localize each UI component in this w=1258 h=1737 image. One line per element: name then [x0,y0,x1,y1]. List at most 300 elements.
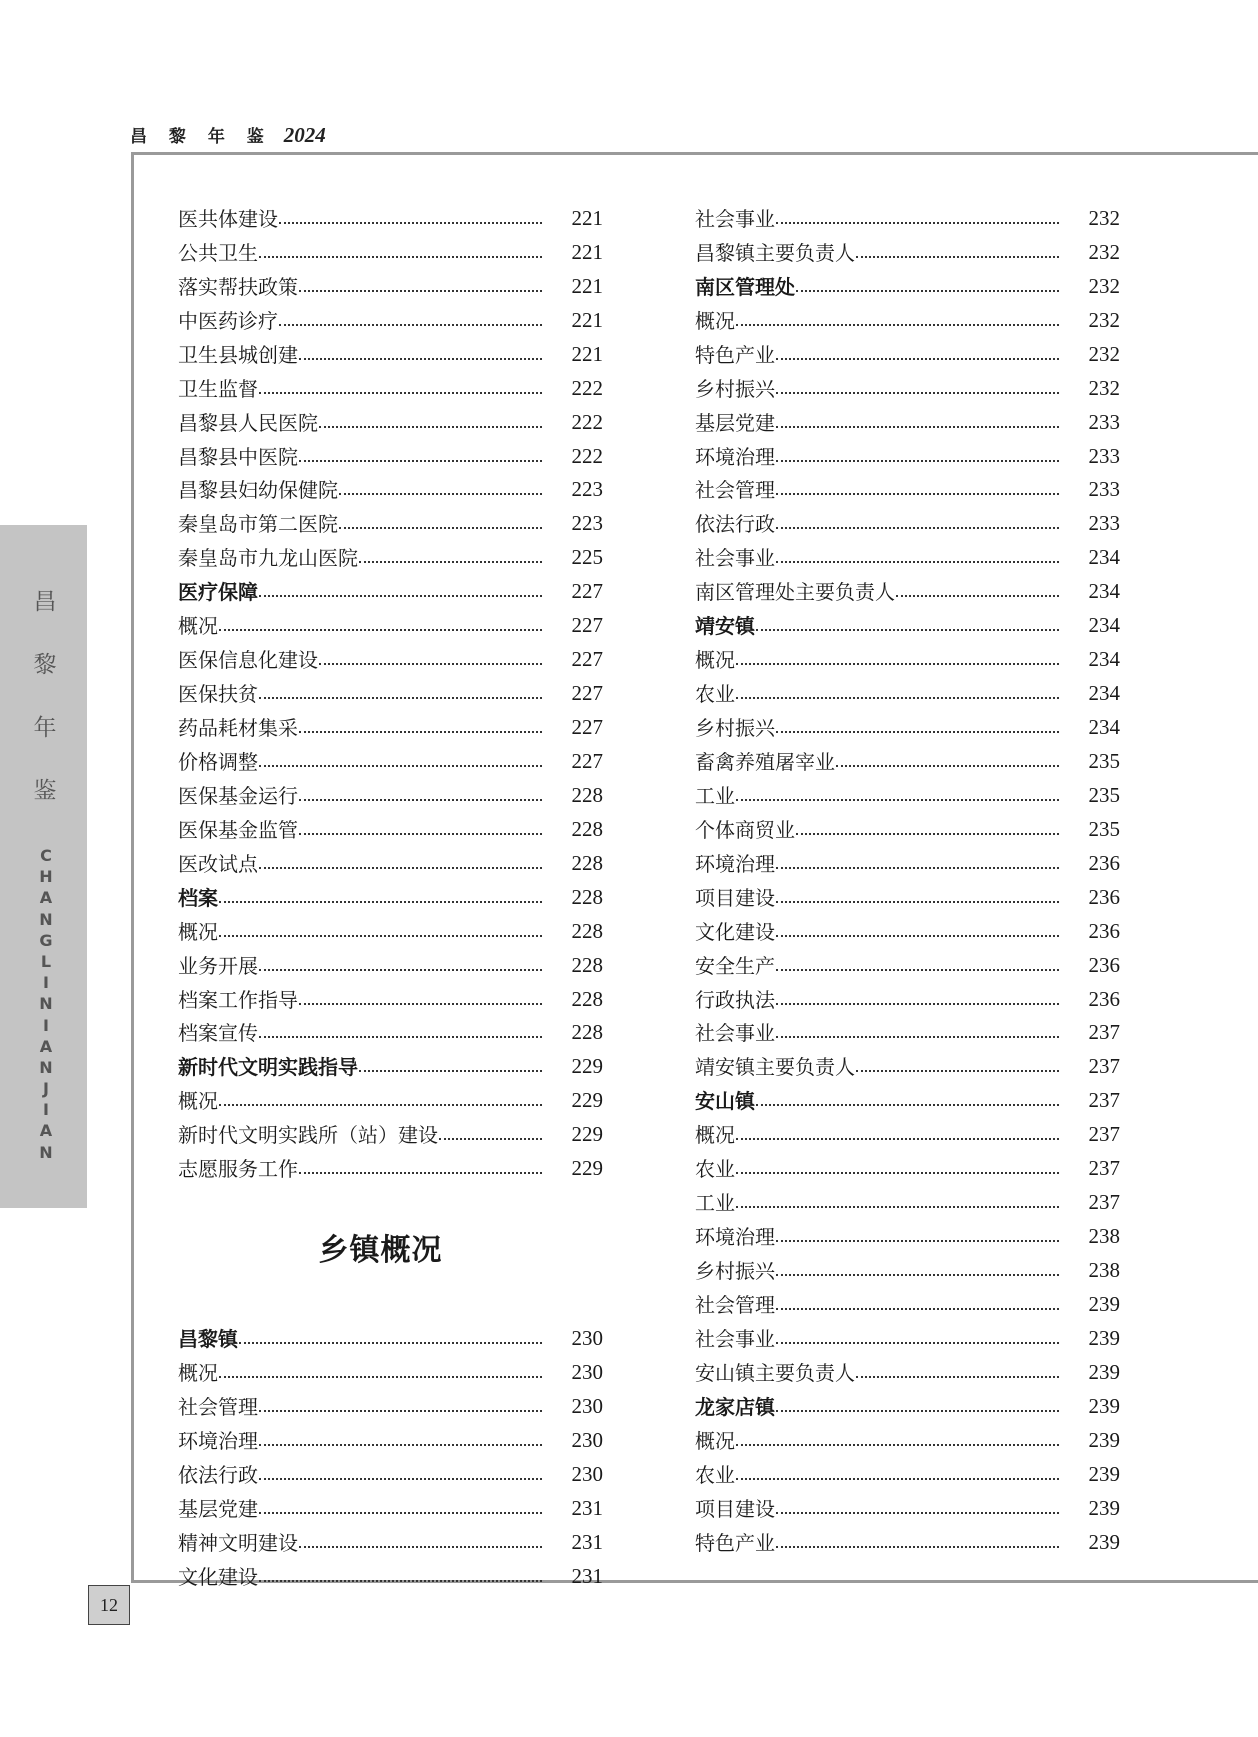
side-tab-latin [36,845,56,1163]
toc-entry-title: 昌黎县妇幼保健院 [178,478,338,503]
toc-entry[interactable] [178,1417,603,1451]
toc-list-left [178,195,603,1182]
side-latin-letter: G [39,930,53,950]
dot-leader [776,901,1059,903]
toc-entry[interactable] [695,772,1120,806]
toc-entry-title: 概况 [178,1089,218,1114]
toc-entry[interactable] [695,1179,1120,1216]
dot-leader [259,1444,542,1446]
side-latin-letter: J [43,1079,49,1099]
toc-entry-title: 基层党建 [178,1496,258,1521]
toc-entry-title: 概况 [178,919,218,944]
dot-leader [259,1512,542,1514]
toc-entry-title: 医疗保障 [178,580,258,605]
toc-entry-title: 龙家店镇 [695,1394,775,1419]
toc-entry[interactable] [695,433,1120,467]
dot-leader [339,527,542,529]
toc-entry[interactable] [695,976,1120,1010]
dot-leader [279,222,542,224]
toc-entry[interactable] [178,365,603,399]
toc-entry-page: 227 [571,715,603,739]
dot-leader [736,1138,1059,1140]
header-title: 昌 黎 年 鉴 [130,127,272,147]
toc-entry[interactable] [178,1383,603,1417]
dot-leader [776,1342,1059,1344]
toc-entry[interactable] [178,602,603,639]
toc-entry[interactable] [178,840,603,874]
toc-entry[interactable] [695,1213,1120,1250]
toc-entry-page: 232 [1088,239,1120,264]
toc-entry-page: 227 [571,647,603,672]
dot-leader [776,1240,1059,1242]
toc-entry-page: 232 [1088,375,1120,400]
toc-entry-page: 232 [1088,205,1120,230]
toc-entry-title: 档案工作指导 [178,987,298,1012]
toc-entry-page: 227 [571,681,603,706]
dot-leader [219,1104,542,1106]
toc-entry[interactable] [178,704,603,738]
dot-leader [736,799,1059,801]
toc-entry-title: 落实帮扶政策 [178,274,298,299]
toc-entry-title: 工业 [695,783,735,808]
dot-leader [836,765,1059,767]
toc-entry[interactable] [695,874,1120,908]
toc-entry[interactable] [178,1111,603,1148]
toc-entry[interactable] [695,704,1120,738]
toc-entry-page: 222 [571,443,603,468]
toc-entry[interactable] [695,297,1120,331]
toc-entry-title: 新时代文明实践所（站）建设 [178,1123,438,1148]
dot-leader [259,595,542,597]
toc-entry[interactable] [178,976,603,1010]
toc-entry-title: 环境治理 [178,1428,258,1453]
toc-left-column [178,195,603,1587]
toc-entry-title: 项目建设 [695,885,775,910]
toc-entry-title: 医保基金运行 [178,783,298,808]
side-latin-letter: H [39,867,53,887]
toc-entry-title: 文化建设 [178,1564,258,1589]
dot-leader [259,1478,542,1480]
toc-entry-title: 特色产业 [695,342,775,367]
dot-leader [259,1036,542,1038]
dot-leader [856,256,1059,258]
toc-entry-page: 237 [1088,1054,1120,1079]
toc-entry[interactable] [695,1077,1120,1114]
toc-entry-title: 社会事业 [695,546,775,571]
toc-entry-title: 概况 [695,1428,735,1453]
toc-entry-title: 依法行政 [178,1462,258,1487]
frame-top-rule [131,152,1258,155]
toc-entry-title: 医改试点 [178,851,258,876]
toc-entry-page: 234 [1088,613,1120,638]
dot-leader [219,901,542,903]
toc-entry-title: 业务开展 [178,953,258,978]
dot-leader [259,969,542,971]
toc-entry[interactable] [695,1349,1120,1383]
dot-leader [796,833,1059,835]
toc-entry[interactable] [178,670,603,707]
toc-entry-title: 环境治理 [695,1225,775,1250]
dot-leader [776,460,1059,462]
toc-entry[interactable] [695,1111,1120,1148]
toc-entry-page: 229 [571,1156,603,1181]
dot-leader [259,256,542,258]
toc-entry-page: 239 [1088,1427,1120,1452]
toc-entry-title: 农业 [695,682,735,707]
toc-entry[interactable] [695,1145,1120,1182]
toc-entry-title: 昌黎县人民医院 [178,410,318,435]
toc-entry-title: 安山镇 [695,1089,755,1114]
toc-entry-page: 233 [1088,409,1120,434]
dot-leader [299,833,542,835]
toc-entry-title: 乡村振兴 [695,716,775,740]
toc-entry[interactable] [695,1519,1120,1553]
toc-entry-title: 药品耗材集采 [178,716,298,740]
toc-entry[interactable] [695,636,1120,673]
toc-entry-title: 行政执法 [695,987,775,1012]
side-latin-letter: N [39,1057,53,1077]
toc-entry-page: 239 [1088,1325,1120,1350]
toc-entry[interactable] [178,738,603,772]
dot-leader [776,1308,1059,1310]
running-header [130,122,326,148]
toc-entry-page: 225 [571,545,603,570]
side-title-char: 年 [33,715,57,741]
toc-entry-page: 236 [1088,986,1120,1011]
toc-entry-page: 233 [1088,443,1120,468]
dot-leader [259,1410,542,1412]
toc-entry[interactable] [178,568,603,605]
toc-entry[interactable] [178,874,603,908]
dot-leader [776,527,1059,529]
toc-entry[interactable] [178,297,603,331]
toc-entry-title: 医保信息化建设 [178,648,318,673]
toc-entry-title: 档案 [178,885,218,910]
toc-entry[interactable] [178,806,603,840]
toc-entry[interactable] [178,534,603,571]
toc-entry-title: 农业 [695,1157,735,1182]
dot-leader [299,1546,542,1548]
toc-entry[interactable] [178,467,603,501]
side-latin-letter: L [40,951,52,971]
toc-entry[interactable] [695,670,1120,707]
toc-entry[interactable] [178,908,603,942]
toc-entry-page: 239 [1088,1529,1120,1554]
toc-entry-page: 234 [1088,545,1120,570]
toc-entry-title: 卫生县城创建 [178,342,298,367]
toc-entry[interactable] [695,840,1120,874]
toc-entry-title: 医保基金监管 [178,817,298,842]
toc-entry-page: 234 [1088,681,1120,706]
toc-entry[interactable] [695,602,1120,639]
toc-entry-page: 239 [1088,1291,1120,1316]
toc-entry[interactable] [695,1043,1120,1080]
side-latin-letter: I [43,1100,49,1120]
side-latin-letter: I [43,973,49,993]
toc-entry-page: 235 [1088,748,1120,773]
side-latin-letter: N [39,909,53,929]
toc-entry-title: 工业 [695,1191,735,1216]
toc-entry-title: 志愿服务工作 [178,1157,298,1182]
toc-entry-page: 223 [571,511,603,536]
dot-leader [776,426,1059,428]
dot-leader [896,595,1059,597]
toc-list-left-after [178,1315,603,1587]
side-latin-letter: I [43,1015,49,1035]
toc-entry-page: 237 [1088,1122,1120,1147]
dot-leader [299,731,542,733]
toc-entry-page: 228 [571,1020,603,1045]
toc-entry-page: 223 [571,477,603,502]
toc-entry-page: 232 [1088,273,1120,298]
toc-entry-page: 236 [1088,918,1120,943]
dot-leader [776,1274,1059,1276]
dot-leader [736,1478,1059,1480]
toc-entry-title: 概况 [695,1123,735,1148]
section-title: 乡镇概况 [318,1233,443,1269]
toc-entry-page: 233 [1088,511,1120,536]
dot-leader [736,1206,1059,1208]
toc-entry[interactable] [178,500,603,537]
toc-entry-title: 精神文明建设 [178,1530,298,1555]
toc-entry[interactable] [178,1145,603,1182]
dot-leader [776,731,1059,733]
dot-leader [736,663,1059,665]
dot-leader [299,799,542,801]
dot-leader [776,969,1059,971]
toc-entry-title: 社会管理 [695,1292,775,1317]
toc-entry-title: 社会事业 [695,1021,775,1046]
toc-entry-title: 乡村振兴 [695,376,775,401]
toc-entry-title: 环境治理 [695,851,775,876]
dot-leader [319,663,542,665]
toc-entry-title: 公共卫生 [178,240,258,265]
dot-leader [776,1512,1059,1514]
toc-entry-title: 秦皇岛市九龙山医院 [178,546,358,571]
toc-entry-page: 229 [571,1088,603,1113]
toc-entry-page: 221 [571,307,603,332]
toc-entry-page: 222 [571,375,603,400]
toc-entry[interactable] [178,399,603,433]
toc-entry-page: 229 [571,1122,603,1147]
dot-leader [299,358,542,360]
toc-entry[interactable] [695,568,1120,605]
toc-entry-title: 南区管理处 [695,274,795,299]
toc-entry[interactable] [695,806,1120,840]
toc-entry-title: 中医药诊疗 [178,308,278,333]
toc-entry-page: 231 [571,1563,603,1588]
dot-leader [736,1172,1059,1174]
toc-entry-title: 靖安镇主要负责人 [695,1055,855,1080]
toc-entry[interactable] [178,772,603,806]
toc-entry[interactable] [695,399,1120,433]
toc-right-column [695,195,1120,1553]
dot-leader [776,493,1059,495]
side-title-char: 黎 [33,652,57,678]
toc-entry-page: 221 [571,239,603,264]
dot-leader [239,1342,542,1344]
toc-entry-page: 238 [1088,1224,1120,1249]
dot-leader [736,1444,1059,1446]
toc-entry-title: 安全生产 [695,953,775,978]
toc-entry[interactable] [695,738,1120,772]
toc-entry-title: 昌黎镇 [178,1327,238,1352]
toc-entry-page: 237 [1088,1088,1120,1113]
dot-leader [259,765,542,767]
toc-entry-page: 232 [1088,307,1120,332]
toc-entry-page: 229 [571,1054,603,1079]
toc-entry[interactable] [178,1451,603,1485]
toc-entry[interactable] [695,1383,1120,1417]
toc-entry[interactable] [178,942,603,976]
toc-entry-page: 230 [571,1394,603,1418]
toc-entry[interactable] [178,195,603,229]
toc-entry-title: 环境治理 [695,444,775,469]
toc-entry-page: 228 [571,782,603,807]
toc-entry-title: 社会管理 [695,478,775,503]
dot-leader [299,1172,542,1174]
toc-entry-page: 239 [1088,1495,1120,1520]
toc-entry-title: 秦皇岛市第二医院 [178,512,338,537]
toc-entry-page: 233 [1088,477,1120,502]
toc-entry-title: 概况 [695,308,735,333]
toc-entry-page: 228 [571,816,603,841]
toc-entry-title: 基层党建 [695,410,775,435]
toc-entry[interactable] [695,195,1120,229]
toc-entry-page: 227 [571,748,603,773]
toc-entry-title: 文化建设 [695,919,775,944]
toc-entry[interactable] [695,1417,1120,1451]
side-title-char: 鉴 [33,778,57,804]
dot-leader [756,629,1059,631]
dot-leader [736,324,1059,326]
toc-entry[interactable] [695,1281,1120,1315]
toc-entry-page: 239 [1088,1461,1120,1486]
toc-entry-page: 237 [1088,1020,1120,1045]
toc-entry-title: 安山镇主要负责人 [695,1360,855,1385]
dot-leader [796,290,1059,292]
toc-entry-page: 230 [571,1360,603,1385]
dot-leader [776,867,1059,869]
toc-entry-title: 概况 [178,614,218,639]
dot-leader [219,935,542,937]
toc-entry[interactable] [178,1315,603,1352]
dot-leader [776,392,1059,394]
dot-leader [259,392,542,394]
toc-entry[interactable] [695,365,1120,399]
toc-entry-page: 230 [571,1461,603,1486]
dot-leader [776,358,1059,360]
toc-entry-page: 221 [571,205,603,230]
toc-entry[interactable] [695,229,1120,263]
toc-entry-title: 昌黎镇主要负责人 [695,240,855,265]
toc-entry-page: 228 [571,884,603,909]
side-latin-letter: N [39,994,53,1014]
toc-entry-title: 档案宣传 [178,1021,258,1046]
dot-leader [736,697,1059,699]
toc-entry-page: 238 [1088,1258,1120,1282]
toc-list-right [695,195,1120,1553]
dot-leader [776,222,1059,224]
toc-entry[interactable] [695,534,1120,571]
toc-entry-page: 237 [1088,1190,1120,1215]
toc-entry[interactable] [178,1043,603,1080]
dot-leader [439,1138,542,1140]
toc-entry[interactable] [695,1247,1120,1281]
dot-leader [776,561,1059,563]
toc-entry-page: 230 [571,1427,603,1452]
toc-entry[interactable] [178,263,603,297]
side-latin-letter: A [39,1121,53,1141]
toc-entry-title: 南区管理处主要负责人 [695,580,895,605]
toc-entry-page: 235 [1088,782,1120,807]
toc-entry-page: 231 [571,1529,603,1554]
side-latin-letter: A [39,1036,53,1056]
toc-entry-page: 236 [1088,952,1120,977]
toc-entry[interactable] [695,467,1120,501]
toc-entry[interactable] [695,1315,1120,1349]
dot-leader [279,324,542,326]
toc-entry-title: 依法行政 [695,512,775,537]
toc-entry[interactable] [695,908,1120,942]
dot-leader [259,867,542,869]
header-year: 2024 [283,123,326,147]
toc-entry-title: 社会事业 [695,1326,775,1351]
toc-entry-title: 项目建设 [695,1496,775,1521]
toc-entry[interactable] [178,1553,603,1587]
toc-entry-title: 概况 [695,648,735,673]
toc-entry-page: 230 [571,1326,603,1351]
toc-entry[interactable] [695,1485,1120,1519]
toc-entry-page: 234 [1088,715,1120,739]
toc-entry-page: 227 [571,579,603,604]
toc-entry[interactable] [178,1519,603,1553]
dot-leader [319,426,542,428]
toc-entry[interactable] [695,331,1120,365]
toc-entry[interactable] [695,942,1120,976]
toc-entry[interactable] [178,1010,603,1044]
toc-entry[interactable] [695,500,1120,537]
toc-entry-title: 社会管理 [178,1395,258,1419]
frame-left-rule [131,152,134,1581]
toc-entry[interactable] [178,1485,603,1519]
toc-entry-title: 新时代文明实践指导 [178,1055,358,1080]
toc-entry[interactable] [695,1451,1120,1485]
toc-entry-page: 236 [1088,884,1120,909]
toc-entry[interactable] [178,331,603,365]
toc-entry-page: 228 [571,986,603,1011]
toc-entry[interactable] [178,636,603,673]
toc-entry[interactable] [178,1349,603,1386]
toc-entry[interactable] [695,1010,1120,1044]
dot-leader [776,1546,1059,1548]
side-tab-title [30,583,60,835]
dot-leader [219,1376,542,1378]
side-latin-letter: C [40,846,52,865]
toc-entry-title: 医保扶贫 [178,682,258,707]
dot-leader [856,1376,1059,1378]
toc-entry[interactable] [695,263,1120,297]
toc-entry-title: 昌黎县中医院 [178,444,298,469]
toc-entry-page: 235 [1088,816,1120,841]
toc-entry[interactable] [178,433,603,467]
toc-entry-page: 234 [1088,579,1120,604]
side-latin-letter: N [39,1142,53,1162]
dot-leader [856,1070,1059,1072]
toc-entry-title: 价格调整 [178,749,258,774]
toc-entry[interactable] [178,1077,603,1114]
toc-entry[interactable] [178,229,603,263]
